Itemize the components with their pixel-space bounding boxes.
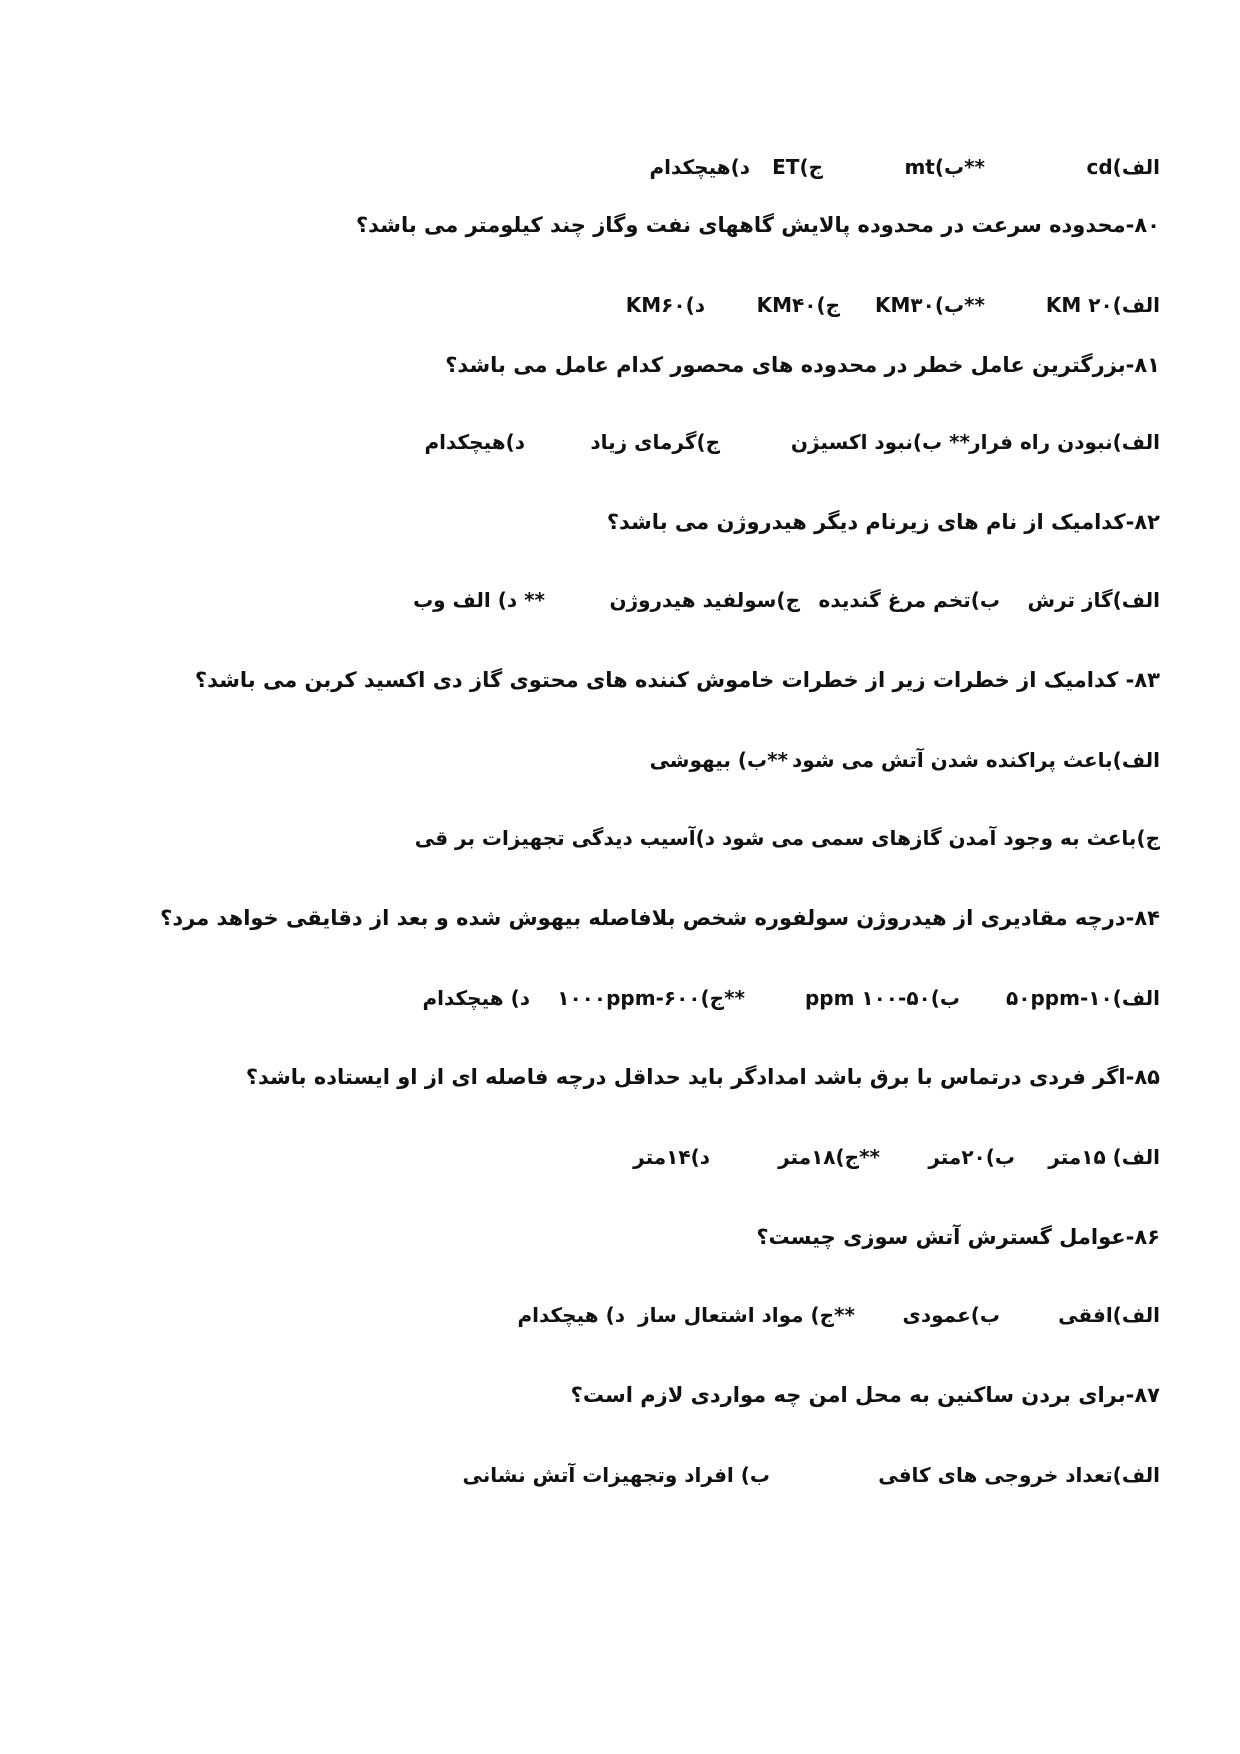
option-b: ب)۲۰متر [928,1145,1015,1169]
option-c: ج)گرمای زیاد [590,430,720,454]
option-b: **ب)mt [904,155,985,179]
option-a: الف)نبودن راه فرار [969,430,1160,454]
option-c: ج)KM۴۰ [756,293,840,317]
question-80: ۸۰-محدوده سرعت در محدوده پالایش گاههای نفت وگاز چند کیلومتر می باشد؟ [355,213,1160,237]
option-a: الف)cd [1086,155,1160,179]
question-83: ۸۳- کدامیک از خطرات زیر از خطرات خاموش کننده های محتوی گاز دی اکسید کربن می باشد؟ [194,668,1160,692]
q80-options [0,285,1160,325]
option-c: **ج)۱۸متر [778,1145,880,1169]
q84-options [0,978,1160,1018]
q81-options [0,422,1160,462]
question-87: ۸۷-برای بردن ساکنین به محل امن چه مواردی لازم است؟ [570,1383,1160,1407]
option-b: ب)عمودی [902,1303,1000,1327]
option-a: الف)باعث پراکنده شدن آتش می شود [792,748,1160,772]
question-85: ۸۵-اگر فردی درتماس با برق باشد امدادگر باید حداقل درچه فاصله ای از او ایستاده باشد؟ [245,1065,1160,1089]
q83-options-row2 [0,818,1160,858]
option-d: د) هیچکدام [517,1303,625,1327]
question-86: ۸۶-عوامل گسترش آتش سوزی چیست؟ [756,1225,1160,1249]
option-b: **ب) بیهوشی [649,748,788,772]
option-b: ب) افراد وتجهیزات آتش نشانی [462,1463,770,1487]
option-c: **ج)۶۰۰-۱۰۰۰ppm [557,986,745,1010]
option-d: د)۱۴متر [633,1145,710,1169]
option-d: د) هیچکدام [422,986,530,1010]
q86-options [0,1295,1160,1335]
q79-options [0,147,1160,187]
option-b: **ب)KM۳۰ [875,293,985,317]
option-b: ب)تخم مرغ گندیده [818,588,1000,612]
option-c: **ج) مواد اشتعال ساز [638,1303,855,1327]
option-a: الف)تعداد خروجی های کافی [878,1463,1160,1487]
option-d: ** د) الف وب [413,588,545,612]
option-a: الف) ۱۵متر [1048,1145,1160,1169]
option-a: الف)افقی [1058,1303,1160,1327]
option-d: د)KM۶۰ [625,293,705,317]
question-81: ۸۱-بزرگترین عامل خطر در محدوده های محصور کدام عامل می باشد؟ [445,353,1160,377]
option-d: د)آسیب دیدگی تجهیزات بر قی [414,826,715,850]
option-c: ج)سولفید هیدروژن [609,588,800,612]
question-82: ۸۲-کدامیک از نام های زیرنام دیگر هیدروژن می باشد؟ [606,510,1160,534]
q82-options [0,580,1160,620]
q87-options [0,1455,1160,1495]
option-a: الف)گاز ترش [1027,588,1160,612]
option-d: د)هیچکدام [424,430,525,454]
option-b: ** ب)نبود اکسیژن [790,430,970,454]
option-c: ج)باعث به وجود آمدن گازهای سمی می شود [721,826,1160,850]
option-a: الف)۱۰-۵۰ppm [1006,986,1160,1010]
option-c: ج)ET [772,155,823,179]
q85-options [0,1137,1160,1177]
option-a: الف)KM ۲۰ [1045,293,1160,317]
option-d: د)هیچکدام [649,155,750,179]
q83-options-row1 [0,740,1160,780]
question-84: ۸۴-درچه مقادیری از هیدروژن سولفوره شخص بلافاصله بیهوش شده و بعد از دقایقی خواهد مرد؟ [160,906,1160,930]
option-b: ب)۵۰-۱۰۰ ppm [804,986,960,1010]
